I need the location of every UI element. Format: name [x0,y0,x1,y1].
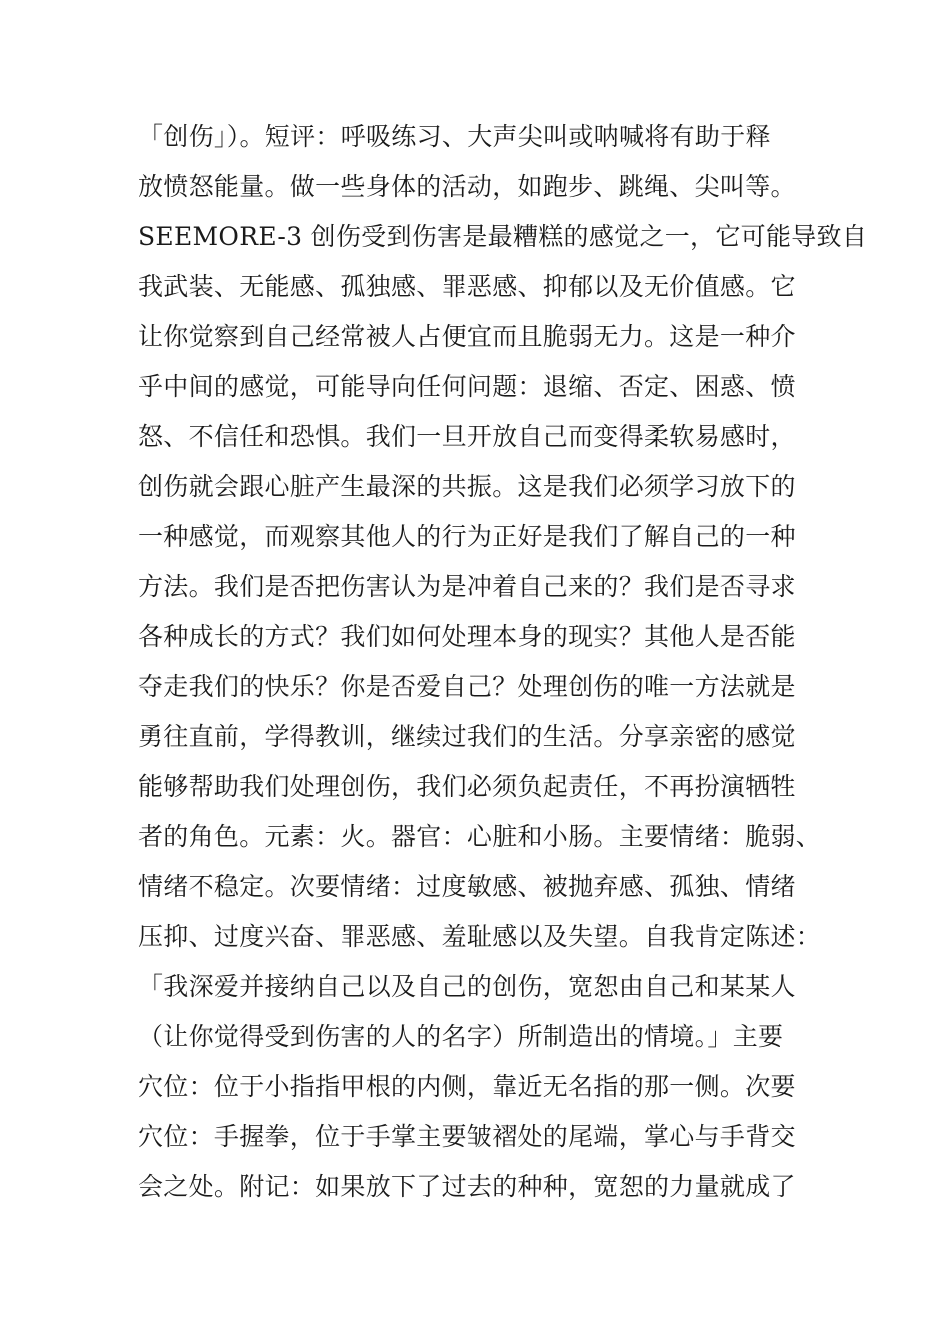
text-line: 勇往直前，学得教训，继续过我们的生活。分享亲密的感觉 [138,722,796,751]
text-line: 创伤就会跟心脏产生最深的共振。这是我们必须学习放下的 [138,472,796,501]
text-line: 怒、不信任和恐惧。我们一旦开放自己而变得柔软易感时， [138,422,796,451]
text-line: 让你觉察到自己经常被人占便宜而且脆弱无力。这是一种介 [138,322,796,351]
text-line: 压抑、过度兴奋、罪恶感、羞耻感以及失望。自我肯定陈述： [138,922,822,951]
text-line: 各种成长的方式？我们如何处理本身的现实？其他人是否能 [138,622,796,651]
body-text [138,112,868,1212]
text-line: 放愤怒能量。做一些身体的活动，如跑步、跳绳、尖叫等。 [138,172,796,201]
text-line: 夺走我们的快乐？你是否爱自己？处理创伤的唯一方法就是 [138,672,796,701]
text-line: 「创伤」）。短评：呼吸练习、大声尖叫或呐喊将有助于释 [138,122,771,151]
text-line: 我武装、无能感、孤独感、罪恶感、抑郁以及无价值感。它 [138,272,796,301]
text-line: 乎中间的感觉，可能导向任何问题：退缩、否定、困惑、愤 [138,372,796,401]
text-line: 一种感觉，而观察其他人的行为正好是我们了解自己的一种 [138,522,796,551]
text-line: 穴位：位于小指指甲根的内侧，靠近无名指的那一侧。次要 [138,1072,796,1101]
text-line: 穴位：手握拳，位于手掌主要皱褶处的尾端，掌心与手背交 [138,1122,796,1151]
text-line: 方法。我们是否把伤害认为是冲着自己来的？我们是否寻求 [138,572,796,601]
text-line: SEEMORE-3 创伤受到伤害是最糟糕的感觉之一，它可能导致自 [138,222,868,251]
text-line: 「我深爱并接纳自己以及自己的创伤，宽恕由自己和某某人 [138,972,796,1001]
text-line: 会之处。附记：如果放下了过去的种种，宽恕的力量就成了 [138,1172,796,1201]
text-line: 情绪不稳定。次要情绪：过度敏感、被抛弃感、孤独、情绪 [138,872,796,901]
text-line: 者的角色。元素：火。器官：心脏和小肠。主要情绪：脆弱、 [138,822,822,851]
text-line: 能够帮助我们处理创伤，我们必须负起责任，不再扮演牺牲 [138,772,796,801]
text-line: （让你觉得受到伤害的人的名字）所制造出的情境。」主要 [138,1022,784,1051]
